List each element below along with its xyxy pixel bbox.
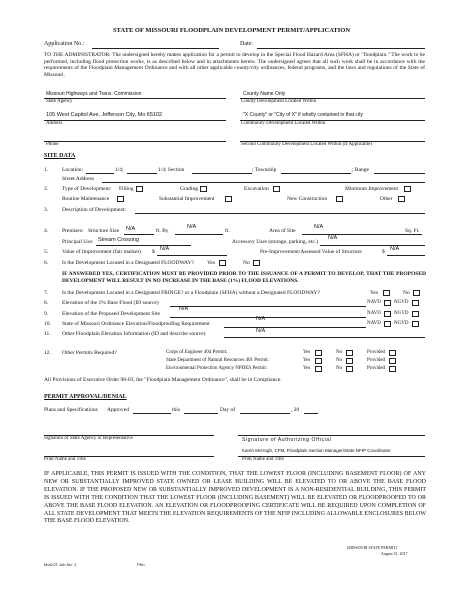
ngvd-label: NGVD bbox=[394, 311, 409, 316]
other-checkbox[interactable] bbox=[398, 196, 405, 202]
structure-size-value[interactable]: N/A bbox=[126, 226, 136, 232]
floodway-yes-checkbox[interactable] bbox=[219, 260, 226, 266]
proposed-site-elevation-label: Elevation of the Proposed Development Site bbox=[62, 311, 160, 317]
item-8-number: 8. bbox=[44, 300, 49, 306]
permit-no-label: No bbox=[336, 350, 343, 355]
job-number-label: MoDOT Job No. J. bbox=[44, 562, 78, 567]
item-11-number: 11. bbox=[44, 331, 51, 337]
item-10-number: 10. bbox=[44, 321, 51, 327]
improvement-value[interactable]: N/A bbox=[160, 246, 170, 252]
section-label: 1/4; Section bbox=[158, 167, 185, 173]
township-label: ; Township bbox=[252, 167, 277, 173]
address-value[interactable]: 105 West Capitol Ave, Jefferson City, Mo 65102 bbox=[46, 112, 163, 118]
month-field[interactable] bbox=[240, 413, 290, 414]
ngvd-checkbox-8[interactable] bbox=[412, 300, 419, 306]
floodway-question: Is the Development Located in a Designated FLOODWAY? bbox=[62, 260, 194, 266]
fringe-yes-checkbox[interactable] bbox=[383, 290, 390, 296]
ngvd-label: NGVD bbox=[394, 300, 409, 305]
year-prefix-label: , 20 bbox=[291, 407, 300, 413]
approval-heading: PERMIT APPROVAL/DENIAL bbox=[44, 394, 127, 400]
fringe-question: Is the Development Located in a Designated FRINGE? or a Floodplain (SFHA) without a Designated FLOODWAY? bbox=[62, 290, 320, 296]
filling-checkbox[interactable] bbox=[136, 186, 143, 192]
pre-improvement-label: Pre-Improvement/Assessed Value of Structure bbox=[260, 249, 362, 255]
permit-provided-label: Provided bbox=[367, 366, 386, 371]
new-construction-label: New Construction bbox=[287, 196, 328, 202]
fringe-no-checkbox[interactable] bbox=[413, 290, 420, 296]
county-value[interactable]: County Name Only bbox=[243, 91, 286, 97]
permit-row-dnr: State Department of Natural Resources 401 Permit: bbox=[166, 358, 270, 363]
community-value[interactable]: "X County" or "City of X" if wholly contained in that city bbox=[243, 112, 363, 118]
new-construction-checkbox[interactable] bbox=[336, 196, 343, 202]
official-signature-label: Signature of Authorizing Official bbox=[242, 437, 332, 443]
description-label: Description of Development: bbox=[62, 207, 127, 213]
year-field[interactable] bbox=[304, 413, 318, 414]
this-label: this bbox=[172, 407, 180, 413]
item-2-number: 2. bbox=[44, 186, 49, 192]
item-3-number: 3. bbox=[44, 207, 49, 213]
dnr-provided-checkbox[interactable] bbox=[389, 358, 396, 364]
fringe-yes-label: Yes bbox=[370, 290, 379, 296]
item-9-number: 9. bbox=[44, 311, 49, 317]
excavation-checkbox[interactable] bbox=[273, 186, 280, 192]
substantial-improvement-label: Substantial Improvement bbox=[159, 196, 215, 202]
item-4-number: 4. bbox=[44, 228, 49, 234]
item-6-number: 6. bbox=[44, 260, 49, 266]
page-title: STATE OF MISSOURI FLOODPLAIN DEVELOPMENT PERMIT/APPLICATION bbox=[112, 27, 351, 34]
area-of-site-value[interactable]: N/A bbox=[314, 224, 324, 230]
intro-paragraph: TO THE ADMINISTRATOR: The undersigned hereby makes application for a permit to develop in the Special Flood Hazard Area (SFHA) or "floodplain." The work to be performed, including flood protection works, is as described below and in attachments hereto. The undersigned agrees that all such work shall be in accordance with the requirements of the Floodplain Management Ordinance and with all other applicable county/city ordinances, federal programs, and the laws and regulations of the State of Missouri. bbox=[44, 52, 425, 79]
navd-checkbox-10[interactable] bbox=[384, 321, 391, 327]
day-of-label: Day of bbox=[220, 407, 236, 413]
floodway-no-checkbox[interactable] bbox=[253, 260, 260, 266]
county-label: County Development Located Within bbox=[241, 99, 317, 104]
corps-yes-checkbox[interactable] bbox=[315, 350, 322, 356]
structure-by-value[interactable]: N/A bbox=[187, 224, 197, 230]
navd-label: NAVD bbox=[367, 321, 381, 326]
site-data-heading: SITE DATA bbox=[44, 153, 76, 159]
permit-yes-label: Yes bbox=[303, 366, 311, 371]
permit-yes-label: Yes bbox=[303, 350, 311, 355]
other-elevation-info-label: Other Floodplain Elevation Information (ID and describe source) bbox=[62, 331, 206, 337]
floodway-yes-label: Yes bbox=[207, 260, 216, 266]
condition-paragraph: IF APPLICABLE, THIS PERMIT IS ISSUED WITH THE CONDITION, THAT THE LOWEST FLOOR (INCLUDING BASEMENT FLOOR) OF ANY NEW OR SUBSTANTIALLY IMPROVED STATE OWNED OR LEASE BUILDING WILL BE ELEVATED TO OR ABOVE THE BASE FLOOD ELEVATION. IF THE PROPOSED NEW OR SUBSTANTIALLY IMPROVED DEVELOPMENT IS A NON-RESIDENTIAL BUILDING, THIS PERMIT IS ISSUED WITH THE CONDITION THAT THE LOWEST FLOOR (INCLUDING BASEMENT) WILL BE ELEVATED OR FLOODPROOFED TO OR ABOVE THE BASE FLOOD ELEVATION. AN ELEVATION OR FLOODPROOFING CERTIFICATE WILL BE REQUIRED UPON COMPLETION OF ALL STATE DEVELOPMENT THAT MEETS THE ELEVATION REQUIREMENTS OF THE NFIP INCLUDING ALLOWABLE ENCLOSURES BELOW THE BASE FLOOD ELEVATION. bbox=[44, 471, 426, 525]
print-name-right-label: Print Name and Title bbox=[242, 457, 284, 462]
other-permits-label: Other Permits Required? bbox=[62, 350, 117, 356]
corps-provided-checkbox[interactable] bbox=[389, 350, 396, 356]
pre-improvement-dollar: $ bbox=[382, 249, 385, 255]
dnr-no-checkbox[interactable] bbox=[346, 358, 353, 364]
improvement-dollar: $ bbox=[152, 249, 155, 255]
principal-use-value[interactable]: Stream Crossing bbox=[98, 237, 139, 243]
date-label: Date: bbox=[240, 41, 253, 47]
range-label: ; Range bbox=[352, 167, 369, 173]
day-field[interactable] bbox=[184, 413, 218, 414]
permit-provided-label: Provided bbox=[367, 358, 386, 363]
ft-label: ft. bbox=[225, 228, 230, 234]
ordinance-elevation-label: State of Missouri Ordinance Elevation/Floodproofing Requirement bbox=[62, 321, 210, 327]
minimum-improvement-label: Minimum Improvement bbox=[345, 186, 399, 192]
approved-field[interactable] bbox=[133, 413, 171, 414]
routine-maintenance-checkbox[interactable] bbox=[117, 196, 124, 202]
navd-label: NAVD bbox=[367, 300, 381, 305]
description-field[interactable] bbox=[135, 213, 425, 214]
application-no-field[interactable] bbox=[92, 48, 219, 49]
plans-label: Plans and Specifications bbox=[44, 407, 98, 413]
permit-yes-label: Yes bbox=[303, 358, 311, 363]
second-community-label: Second Community Development Located Within (If Applicable) bbox=[241, 142, 373, 147]
area-of-site-label: Area of Site bbox=[269, 228, 296, 234]
development-type-label: Type of Development: bbox=[62, 186, 112, 192]
permit-no-label: No bbox=[336, 366, 343, 371]
sqft-label: Sq. Ft. bbox=[405, 228, 420, 234]
item-12-number: 12. bbox=[44, 350, 51, 356]
item-5-number: 5. bbox=[44, 249, 49, 255]
ngvd-checkbox-10[interactable] bbox=[412, 321, 419, 327]
grading-checkbox[interactable] bbox=[200, 186, 207, 192]
permit-provided-label: Provided bbox=[367, 350, 386, 355]
application-no-label: Application No.: bbox=[44, 41, 85, 47]
permit-tag: (MISSOURI STATE PERMIT) bbox=[347, 545, 398, 550]
floodway-no-label: No bbox=[243, 260, 250, 266]
ordinance-elevation-value[interactable]: N/A bbox=[256, 316, 266, 322]
epa-no-checkbox[interactable] bbox=[346, 366, 353, 372]
ft-by-label: ft. By bbox=[156, 228, 169, 234]
print-name-left-label: Print Name and Title bbox=[44, 457, 86, 462]
floodway-warning: IF ANSWERED YES, CERTIFICATION MUST BE PROVIDED PRIOR TO THE ISSUANCE OF A PERMIT TO DEVELOP, THAT THE PROPOSED DEVELOPMENT WILL RESULT IN NO INCREASE IN THE BASE (1%) FLOOD ELEVATIONS. bbox=[62, 271, 426, 284]
navd-checkbox-8[interactable] bbox=[384, 300, 391, 306]
state-agency-value[interactable]: Missouri Highways and Trans. Commission bbox=[46, 91, 142, 97]
state-agency-label: State Agency bbox=[46, 99, 73, 104]
structure-size-label: Structure Size bbox=[88, 228, 120, 234]
base-flood-elevation-field[interactable] bbox=[170, 306, 366, 307]
community-label: Community Development Located Within bbox=[241, 121, 326, 126]
fringe-no-label: No bbox=[403, 290, 410, 296]
pm-label: PM= bbox=[137, 562, 146, 567]
minimum-improvement-checkbox[interactable] bbox=[404, 186, 411, 192]
pre-improvement-value[interactable]: N/A bbox=[390, 246, 400, 252]
base-flood-elevation-label: Elevation of the 1% Base Flood (ID source) bbox=[62, 300, 159, 306]
date-field[interactable] bbox=[257, 48, 425, 49]
executive-order-text: All Provisions of Executive Order 98-03, the "Floodplain Management Ordinance", shall be in Compliance. bbox=[44, 377, 282, 383]
other-elevation-info-value[interactable]: N/A bbox=[256, 328, 266, 334]
accessory-uses-value[interactable]: N/A bbox=[328, 235, 338, 241]
other-label: Other bbox=[380, 196, 393, 202]
epa-yes-checkbox[interactable] bbox=[315, 366, 322, 372]
item-7-number: 7. bbox=[44, 290, 49, 296]
address-label: Address bbox=[46, 121, 63, 126]
permit-no-label: No bbox=[336, 358, 343, 363]
official-name-value: Karen McHugh, CFM, Floodplain Section Manager/State NFIP Coordinator bbox=[242, 448, 391, 453]
proposed-site-elevation-value[interactable]: N/A bbox=[179, 306, 189, 312]
excavation-label: Excavation bbox=[244, 186, 269, 192]
ngvd-label: NGVD bbox=[394, 321, 409, 326]
approved-label: Approved bbox=[107, 407, 129, 413]
grading-label: Grading bbox=[180, 186, 199, 192]
permit-row-corps: Corps of Engineer 404 Permit: bbox=[166, 350, 228, 355]
premises-label: Premises: bbox=[62, 228, 84, 234]
phone-label: Phone bbox=[46, 142, 59, 147]
state-signature-label: Signature of State Agency or Representative bbox=[44, 436, 133, 441]
dnr-yes-checkbox[interactable] bbox=[315, 358, 322, 364]
form-date: August 31, 2017 bbox=[381, 551, 408, 556]
quarter-label: 1/4; bbox=[115, 167, 124, 173]
filling-label: Filling bbox=[119, 186, 134, 192]
epa-provided-checkbox[interactable] bbox=[389, 366, 396, 372]
principal-use-label: Principal Use: bbox=[62, 239, 94, 245]
accessory-uses-label: Accessory Uses (storage, parking, etc.) bbox=[232, 239, 318, 245]
location-label: Location: bbox=[62, 167, 84, 173]
routine-maintenance-label: Routine Maintenance bbox=[62, 196, 110, 202]
item-1-number: 1. bbox=[44, 167, 49, 173]
ngvd-checkbox-9[interactable] bbox=[412, 311, 419, 317]
corps-no-checkbox[interactable] bbox=[346, 350, 353, 356]
navd-checkbox-9[interactable] bbox=[384, 311, 391, 317]
permit-row-epa: Environmental Protection Agency NPDES Permit: bbox=[166, 366, 268, 371]
improvement-value-label: Value of Improvement (fair market) bbox=[62, 249, 141, 255]
navd-label: NAVD bbox=[367, 311, 381, 316]
substantial-improvement-checkbox[interactable] bbox=[225, 196, 232, 202]
street-address-label: Street Address bbox=[62, 176, 94, 182]
